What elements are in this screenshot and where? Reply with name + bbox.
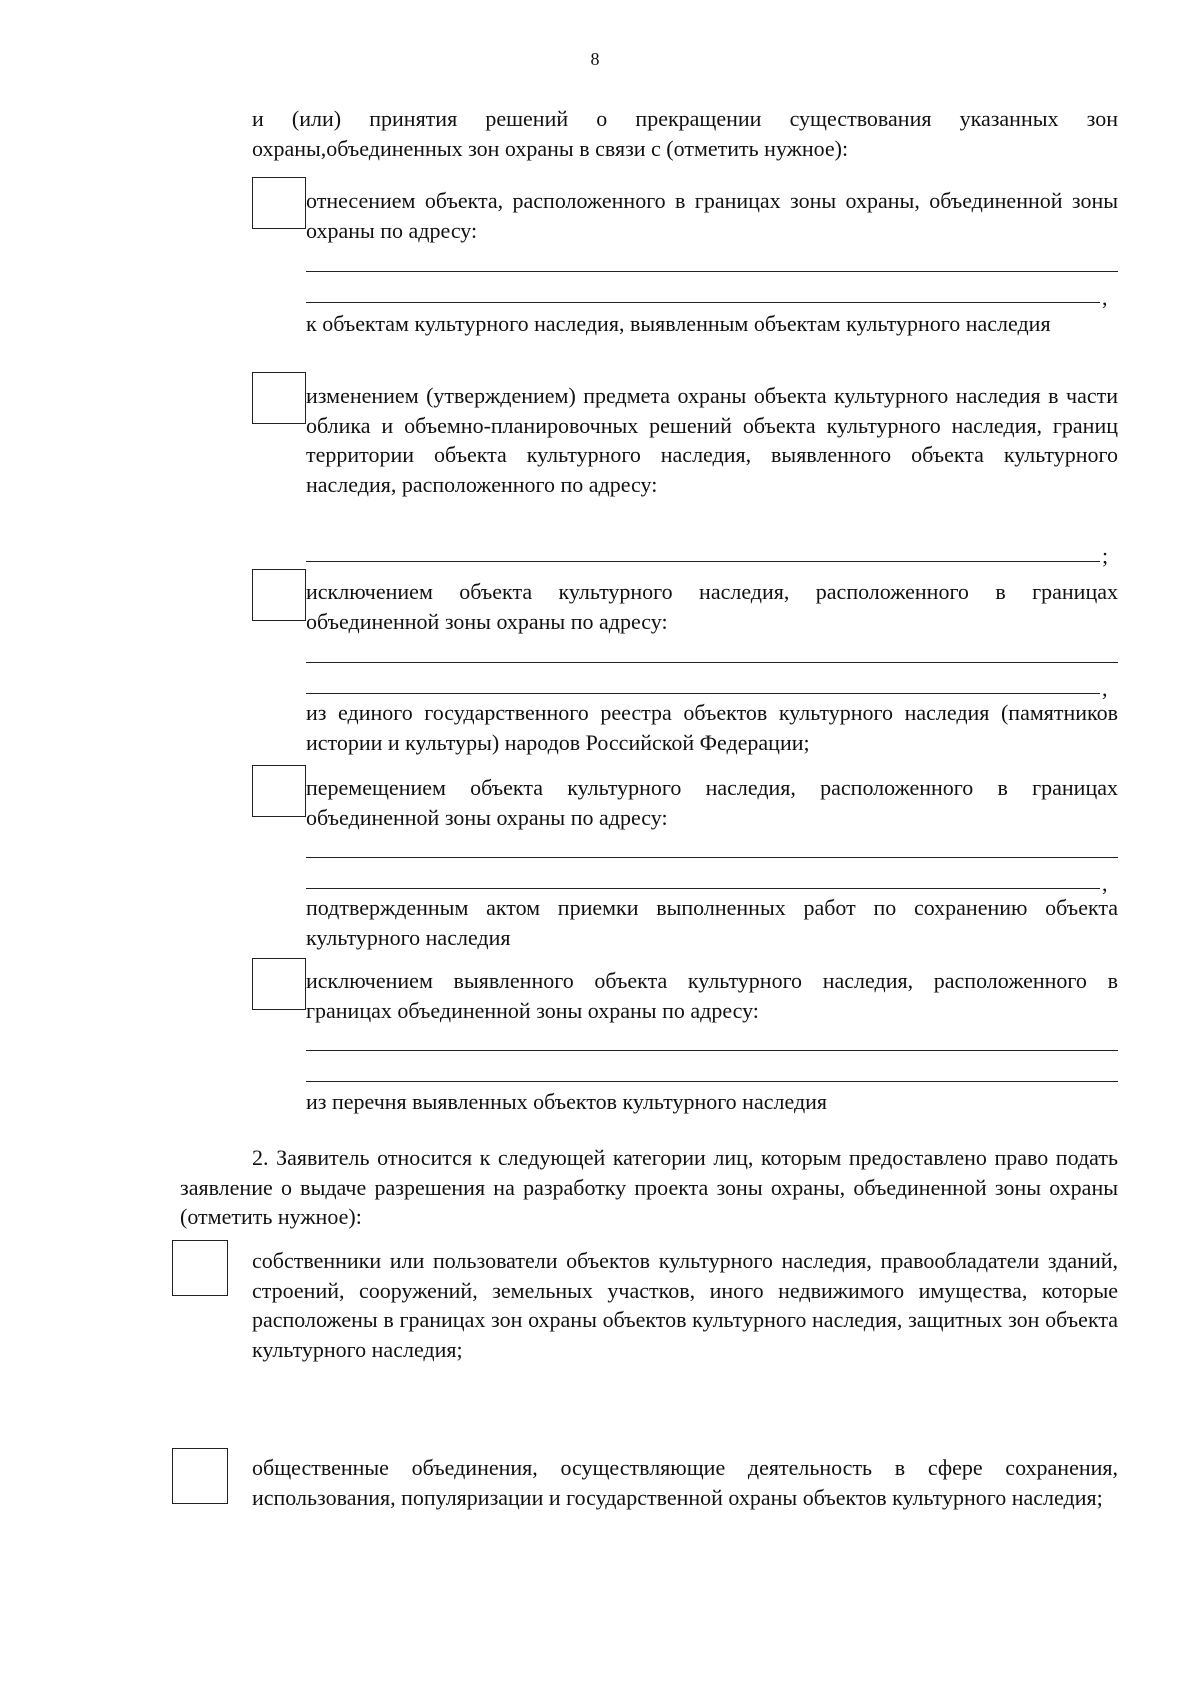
option-exclude-identified-object-text: исключением выявленного объекта культурного наследия, расположенного в границах объединенной зоны охраны по адресу: xyxy=(306,968,1118,1023)
option-change-protection-subject-text: изменением (утверждением) предмета охраны объекта культурного наследия в части облика и объемно-планировочных решений объекта культурного наследия, границ территории объекта культурного наследия, выявленного объекта культурного наследия, расположенного по адресу: xyxy=(306,383,1118,497)
page-number: 8 xyxy=(590,49,600,69)
option-public-associations-text: общественные объединения, осуществляющие деятельность в сфере сохранения, использования, популяризации и государственной охраны объектов культурного наследия; xyxy=(252,1455,1118,1510)
line-punctuation: , xyxy=(1102,871,1108,896)
checkbox-reclassify-object[interactable] xyxy=(252,177,306,229)
address-line[interactable] xyxy=(306,888,1100,889)
address-line[interactable] xyxy=(306,271,1118,272)
intro-paragraph: и (или) принятия решений о прекращении существования указанных зон охраны,объединенных зон охраны в связи с (отметить нужное): xyxy=(252,106,1118,161)
address-line[interactable] xyxy=(306,1081,1118,1082)
option-exclude-heritage-object-text: исключением объекта культурного наследия, расположенного в границах объединенной зоны охраны по адресу: xyxy=(306,579,1118,634)
option-exclude-heritage-object-continuation: из единого государственного реестра объектов культурного наследия (памятников истории и культуры) народов Российской Федерации; xyxy=(306,700,1118,755)
applicant-category-heading: 2. Заявитель относится к следующей категории лиц, которым предоставлено право подать заявление о выдаче разрешения на разработку проекта зоны охраны, объединенной зоны охраны (отметить нужное): xyxy=(180,1145,1118,1229)
line-punctuation: , xyxy=(1102,285,1108,310)
option-reclassify-object-continuation: к объектам культурного наследия, выявленным объектам культурного наследия xyxy=(306,311,1051,336)
address-line[interactable] xyxy=(306,302,1100,303)
address-line[interactable] xyxy=(306,857,1118,858)
address-line[interactable] xyxy=(306,1050,1118,1051)
address-line[interactable] xyxy=(306,662,1118,663)
address-line[interactable] xyxy=(306,693,1100,694)
checkbox-exclude-identified-object[interactable] xyxy=(252,958,306,1010)
option-relocate-object-text: перемещением объекта культурного наследия, расположенного в границах объединенной зоны охраны по адресу: xyxy=(306,775,1118,830)
option-owners-or-users-text: собственники или пользователи объектов культурного наследия, правообладатели зданий, строений, сооружений, земельных участков, иного недвижимого имущества, которые расположены в границах зон охраны объектов культурного наследия, защитных зон объекта культурного наследия; xyxy=(252,1248,1118,1362)
checkbox-owners-or-users[interactable] xyxy=(172,1240,228,1296)
option-reclassify-object-text: отнесением объекта, расположенного в границах зоны охраны, объединенной зоны охраны по адресу: xyxy=(306,188,1118,243)
checkbox-exclude-heritage-object[interactable] xyxy=(252,569,306,621)
checkbox-change-protection-subject[interactable] xyxy=(252,372,306,424)
option-relocate-object-continuation: подтвержденным актом приемки выполненных работ по сохранению объекта культурного наследия xyxy=(306,895,1118,950)
checkbox-public-associations[interactable] xyxy=(172,1448,228,1504)
option-exclude-identified-object-continuation: из перечня выявленных объектов культурного наследия xyxy=(306,1089,828,1114)
address-line[interactable] xyxy=(306,561,1100,562)
line-punctuation: ; xyxy=(1102,543,1109,568)
line-punctuation: , xyxy=(1102,676,1108,701)
checkbox-relocate-object[interactable] xyxy=(252,765,306,817)
